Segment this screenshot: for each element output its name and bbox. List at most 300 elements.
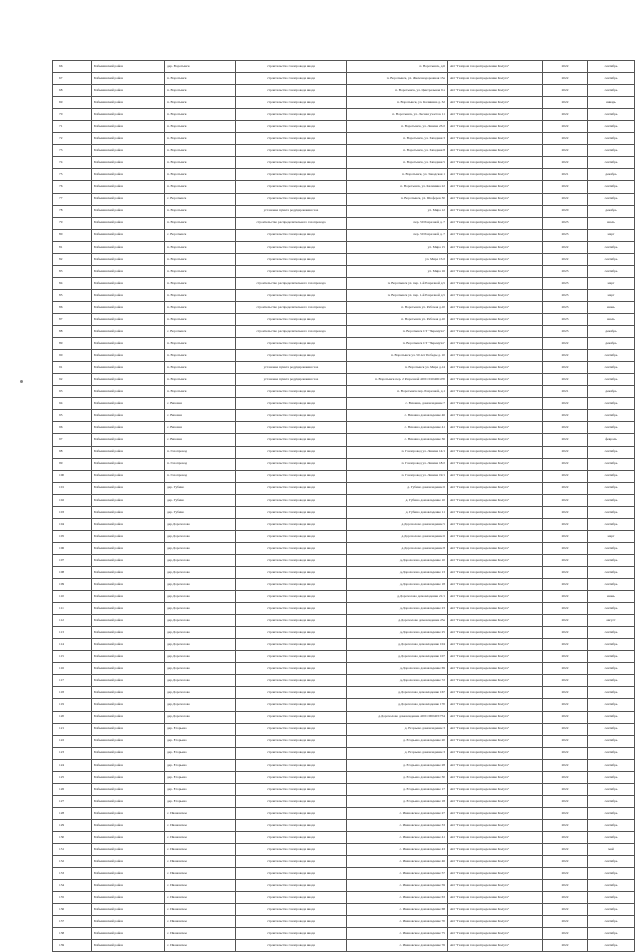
table-row xyxy=(53,422,635,434)
work-type-cell: строительство распределительного газопровода xyxy=(236,217,347,229)
work-type-cell: строительство газопровода ввода xyxy=(236,880,347,892)
row-number: 90 xyxy=(53,350,92,362)
month-cell: сентябрь xyxy=(588,627,635,639)
work-type-cell: установка пункта редуцирования газа xyxy=(236,362,347,374)
work-type-cell: строительство газопровода ввода xyxy=(236,807,347,819)
year-cell: 2022 xyxy=(543,145,588,157)
settlement-cell: с. Вязовна xyxy=(165,398,236,410)
month-cell: сентябрь xyxy=(588,711,635,723)
work-type-cell: строительство газопровода ввода xyxy=(236,121,347,133)
row-number: 91 xyxy=(53,362,92,374)
work-type-cell: строительство газопровода ввода xyxy=(236,410,347,422)
district-cell: Бабынинский район xyxy=(92,904,165,916)
year-cell: 2022 xyxy=(543,795,588,807)
settlement-cell: с. Ивановское xyxy=(165,892,236,904)
year-cell: 2022 xyxy=(543,832,588,844)
settlement-cell: дер. Егорьево xyxy=(165,783,236,795)
year-cell: 2023 xyxy=(543,313,588,325)
district-cell: Бабынинский район xyxy=(92,169,165,181)
table-row xyxy=(53,482,635,494)
row-number: 82 xyxy=(53,253,92,265)
table-row xyxy=(53,386,635,398)
row-number: 83 xyxy=(53,265,92,277)
district-cell: Бабынинский район xyxy=(92,711,165,723)
address-cell: д.Дорохолово домовладение 104 xyxy=(347,639,448,651)
work-type-cell: строительство газопровода ввода xyxy=(236,663,347,675)
year-cell: 2022 xyxy=(543,73,588,85)
work-type-cell: строительство газопровода ввода xyxy=(236,398,347,410)
work-type-cell: строительство газопровода ввода xyxy=(236,265,347,277)
row-number: 122 xyxy=(53,735,92,747)
row-number: 93 xyxy=(53,386,92,398)
district-cell: Бабынинский район xyxy=(92,362,165,374)
address-cell: с. Ивановское домовладение 27 xyxy=(347,807,448,819)
work-type-cell: строительство газопровода ввода xyxy=(236,554,347,566)
year-cell: 2022 xyxy=(543,434,588,446)
settlement-cell: п. Воротынск xyxy=(165,169,236,181)
table-row xyxy=(53,819,635,831)
address-cell: с. Ивановское домовладение 70 xyxy=(347,916,448,928)
table-row xyxy=(53,145,635,157)
settlement-cell: с. Вязовна xyxy=(165,410,236,422)
table-row xyxy=(53,97,635,109)
month-cell: сентябрь xyxy=(588,807,635,819)
settlement-cell: дер. Егорьево xyxy=(165,759,236,771)
organization-cell: АО "Газпром газораспределение Калуга" xyxy=(448,482,543,494)
year-cell: 2022 xyxy=(543,482,588,494)
table-row xyxy=(53,603,635,615)
settlement-cell: с. Вязовна xyxy=(165,422,236,434)
address-cell: с. Ивановское домовладение 33 xyxy=(347,819,448,831)
settlement-cell: п. Воротынск xyxy=(165,386,236,398)
table-row xyxy=(53,434,635,446)
month-cell: сентябрь xyxy=(588,350,635,362)
address-cell: ул. Мира 12 xyxy=(347,205,448,217)
district-cell: Бабынинский район xyxy=(92,338,165,350)
organization-cell: АО "Газпром газораспределение Калуга" xyxy=(448,819,543,831)
district-cell: Бабынинский район xyxy=(92,398,165,410)
table-row xyxy=(53,217,635,229)
year-cell: 2022 xyxy=(543,868,588,880)
month-cell: сентябрь xyxy=(588,675,635,687)
row-number: 103 xyxy=(53,506,92,518)
table-row xyxy=(53,904,635,916)
settlement-cell: с. Ивановское xyxy=(165,807,236,819)
settlement-cell: дер. Егорьево xyxy=(165,771,236,783)
work-type-cell: строительство газопровода ввода xyxy=(236,579,347,591)
table-row xyxy=(53,350,635,362)
settlement-cell: п. Воротынск xyxy=(165,338,236,350)
address-cell: д. Губино домовладение 10 xyxy=(347,494,448,506)
address-cell: п. Воротынск СТ "Черемуха" xyxy=(347,338,448,350)
year-cell: 2022 xyxy=(543,807,588,819)
work-type-cell: строительство газопровода ввода xyxy=(236,338,347,350)
district-cell: Бабынинский район xyxy=(92,844,165,856)
month-cell: сентябрь xyxy=(588,193,635,205)
district-cell: Бабынинский район xyxy=(92,880,165,892)
month-cell: декабрь xyxy=(588,338,635,350)
work-type-cell: строительство газопровода ввода xyxy=(236,687,347,699)
table-row xyxy=(53,542,635,554)
settlement-cell: п. Воротынск xyxy=(165,121,236,133)
district-cell: Бабынинский район xyxy=(92,109,165,121)
month-cell: сентябрь xyxy=(588,422,635,434)
table-row xyxy=(53,398,635,410)
settlement-cell: п. Воротынск xyxy=(165,253,236,265)
table-row xyxy=(53,723,635,735)
organization-cell: АО "Газпром газораспределение Калуга" xyxy=(448,566,543,578)
organization-cell: АО "Газпром газораспределение Калуга" xyxy=(448,181,543,193)
work-type-cell: строительство газопровода ввода xyxy=(236,253,347,265)
work-type-cell: строительство газопровода ввода xyxy=(236,350,347,362)
work-type-cell: строительство газопровода ввода xyxy=(236,313,347,325)
work-type-cell: строительство газопровода ввода xyxy=(236,868,347,880)
month-cell: сентябрь xyxy=(588,735,635,747)
district-cell: Бабынинский район xyxy=(92,675,165,687)
row-number: 129 xyxy=(53,819,92,831)
work-type-cell: строительство газопровода ввода xyxy=(236,289,347,301)
month-cell: сентябрь xyxy=(588,603,635,615)
address-cell: д. Егорьево домовладение 3 xyxy=(347,723,448,735)
district-cell: Бабынинский район xyxy=(92,326,165,338)
settlement-cell: с. Ивановское xyxy=(165,844,236,856)
settlement-cell: дер.Дорохолово xyxy=(165,663,236,675)
district-cell: Бабынинский район xyxy=(92,832,165,844)
address-cell: д.Дорохолово домовладение 69 xyxy=(347,663,448,675)
year-cell: 2022 xyxy=(543,157,588,169)
organization-cell: АО "Газпром газораспределение Калуга" xyxy=(448,615,543,627)
district-cell: Бабынинский район xyxy=(92,868,165,880)
address-cell: д.Дорохолово домовладение 40:01:000403:754 xyxy=(347,711,448,723)
settlement-cell: с. Ивановское xyxy=(165,856,236,868)
year-cell: 2022 xyxy=(543,615,588,627)
work-type-cell: строительство газопровода ввода xyxy=(236,844,347,856)
district-cell: Бабынинский район xyxy=(92,663,165,675)
district-cell: Бабынинский район xyxy=(92,422,165,434)
row-number: 130 xyxy=(53,832,92,844)
row-number: 68 xyxy=(53,85,92,97)
year-cell: 2023 xyxy=(543,289,588,301)
district-cell: Бабынинский район xyxy=(92,651,165,663)
work-type-cell: строительство газопровода ввода xyxy=(236,434,347,446)
table-row xyxy=(53,940,635,952)
table-row xyxy=(53,711,635,723)
row-number: 118 xyxy=(53,687,92,699)
year-cell: 2022 xyxy=(543,193,588,205)
work-type-cell: строительство газопровода ввода xyxy=(236,928,347,940)
organization-cell: АО "Газпром газораспределение Калуга" xyxy=(448,783,543,795)
work-type-cell: строительство газопровода ввода xyxy=(236,699,347,711)
district-cell: Бабынинский район xyxy=(92,157,165,169)
table-row xyxy=(53,699,635,711)
district-cell: Бабынинский район xyxy=(92,687,165,699)
table-row xyxy=(53,229,635,241)
row-number: 113 xyxy=(53,627,92,639)
row-number: 75 xyxy=(53,169,92,181)
table-row xyxy=(53,410,635,422)
organization-cell: АО "Газпром газораспределение Калуга" xyxy=(448,157,543,169)
district-cell: Бабынинский район xyxy=(92,530,165,542)
organization-cell: АО "Газпром газораспределение Калуга" xyxy=(448,494,543,506)
address-cell: п. Воротынск, ул. Заводская 1 xyxy=(347,169,448,181)
year-cell: 2022 xyxy=(543,181,588,193)
table-row xyxy=(53,494,635,506)
year-cell: 2022 xyxy=(543,253,588,265)
row-number: 74 xyxy=(53,157,92,169)
year-cell: 2022 xyxy=(543,663,588,675)
row-number: 107 xyxy=(53,554,92,566)
address-cell: с. Вязовна домовладение 46 xyxy=(347,410,448,422)
work-type-cell: строительство газопровода ввода xyxy=(236,506,347,518)
month-cell: декабрь xyxy=(588,205,635,217)
month-cell: сентябрь xyxy=(588,446,635,458)
address-cell: д.Дорохолово домовладение 13 xyxy=(347,566,448,578)
year-cell: 2022 xyxy=(543,518,588,530)
month-cell: март xyxy=(588,289,635,301)
table-row xyxy=(53,518,635,530)
work-type-cell: строительство газопровода ввода xyxy=(236,494,347,506)
month-cell: сентябрь xyxy=(588,85,635,97)
table-row xyxy=(53,807,635,819)
year-cell: 2022 xyxy=(543,747,588,759)
address-cell: д. Егорьево домовладение 3 xyxy=(347,747,448,759)
table-row xyxy=(53,928,635,940)
district-cell: Бабынинский район xyxy=(92,892,165,904)
district-cell: Бабынинский район xyxy=(92,928,165,940)
district-cell: Бабынинский район xyxy=(92,819,165,831)
address-cell: д.Дорохолово домовладение 23 xyxy=(347,603,448,615)
settlement-cell: п. Воротынск xyxy=(165,145,236,157)
organization-cell: АО "Газпром газораспределение Калуга" xyxy=(448,832,543,844)
district-cell: Бабынинский район xyxy=(92,482,165,494)
month-cell: сентябрь xyxy=(588,747,635,759)
organization-cell: АО "Газпром газораспределение Калуга" xyxy=(448,97,543,109)
work-type-cell: строительство газопровода ввода xyxy=(236,169,347,181)
month-cell: сентябрь xyxy=(588,362,635,374)
work-type-cell: строительство газопровода ввода xyxy=(236,73,347,85)
month-cell: сентябрь xyxy=(588,518,635,530)
month-cell: сентябрь xyxy=(588,651,635,663)
settlement-cell: п. Воротынск xyxy=(165,109,236,121)
organization-cell: АО "Газпром газораспределение Калуга" xyxy=(448,916,543,928)
month-cell: июнь xyxy=(588,301,635,313)
district-cell: Бабынинский район xyxy=(92,735,165,747)
table-row xyxy=(53,663,635,675)
settlement-cell: п. Воротынск xyxy=(165,241,236,253)
district-cell: Бабынинский район xyxy=(92,554,165,566)
month-cell: декабрь xyxy=(588,326,635,338)
row-number: 94 xyxy=(53,398,92,410)
work-type-cell: строительство газопровода ввода xyxy=(236,735,347,747)
organization-cell: АО "Газпром газораспределение Калуга" xyxy=(448,603,543,615)
month-cell: сентябрь xyxy=(588,699,635,711)
row-number: 106 xyxy=(53,542,92,554)
year-cell: 2022 xyxy=(543,350,588,362)
table-row xyxy=(53,759,635,771)
year-cell: 2023 xyxy=(543,229,588,241)
address-cell: ул. Мира 15/2 xyxy=(347,253,448,265)
work-type-cell: строительство газопровода ввода xyxy=(236,615,347,627)
work-type-cell: строительство газопровода ввода xyxy=(236,85,347,97)
organization-cell: АО "Газпром газораспределение Калуга" xyxy=(448,591,543,603)
row-number: 136 xyxy=(53,904,92,916)
month-cell: сентябрь xyxy=(588,494,635,506)
row-number: 123 xyxy=(53,747,92,759)
table-row xyxy=(53,326,635,338)
work-type-cell: строительство газопровода ввода xyxy=(236,892,347,904)
settlement-cell: дер.Дорохолово xyxy=(165,651,236,663)
row-number: 96 xyxy=(53,422,92,434)
month-cell: сентябрь xyxy=(588,687,635,699)
row-number: 99 xyxy=(53,458,92,470)
organization-cell: АО "Газпром газораспределение Калуга" xyxy=(448,241,543,253)
month-cell: сентябрь xyxy=(588,819,635,831)
organization-cell: АО "Газпром газораспределение Калуга" xyxy=(448,301,543,313)
table-row xyxy=(53,157,635,169)
district-cell: Бабынинский район xyxy=(92,205,165,217)
organization-cell: АО "Газпром газораспределение Калуга" xyxy=(448,554,543,566)
district-cell: Бабынинский район xyxy=(92,627,165,639)
table-row xyxy=(53,627,635,639)
table-row xyxy=(53,169,635,181)
year-cell: 2022 xyxy=(543,699,588,711)
month-cell: сентябрь xyxy=(588,868,635,880)
work-type-cell: строительство газопровода ввода xyxy=(236,783,347,795)
row-number: 87 xyxy=(53,313,92,325)
district-cell: Бабынинский район xyxy=(92,795,165,807)
month-cell: сентябрь xyxy=(588,73,635,85)
year-cell: 2023 xyxy=(543,301,588,313)
month-cell: июль xyxy=(588,313,635,325)
row-number: 119 xyxy=(53,699,92,711)
work-type-cell: строительство газопровода ввода xyxy=(236,145,347,157)
table-row xyxy=(53,289,635,301)
address-cell: д.Дорохолово домовладение 6 xyxy=(347,530,448,542)
settlement-cell: с. Воротынск xyxy=(165,193,236,205)
organization-cell: АО "Газпром газораспределение Калуга" xyxy=(448,928,543,940)
settlement-cell: дер.Дорохолово xyxy=(165,566,236,578)
district-cell: Бабынинский район xyxy=(92,916,165,928)
month-cell: сентябрь xyxy=(588,904,635,916)
row-number: 73 xyxy=(53,145,92,157)
year-cell: 2023 xyxy=(543,326,588,338)
year-cell: 2022 xyxy=(543,422,588,434)
organization-cell: АО "Газпром газораспределение Калуга" xyxy=(448,723,543,735)
organization-cell: АО "Газпром газораспределение Калуга" xyxy=(448,85,543,97)
district-cell: Бабынинский район xyxy=(92,603,165,615)
month-cell: июль xyxy=(588,217,635,229)
year-cell: 2022 xyxy=(543,723,588,735)
settlement-cell: п. Воротынск xyxy=(165,277,236,289)
work-type-cell: строительство газопровода ввода xyxy=(236,832,347,844)
row-number: 126 xyxy=(53,783,92,795)
organization-cell: АО "Газпром газораспределение Калуга" xyxy=(448,313,543,325)
row-number: 78 xyxy=(53,205,92,217)
month-cell: июнь xyxy=(588,591,635,603)
year-cell: 2022 xyxy=(543,844,588,856)
work-type-cell: строительство газопровода ввода xyxy=(236,940,347,952)
month-cell: сентябрь xyxy=(588,723,635,735)
organization-cell: АО "Газпром газораспределение Калуга" xyxy=(448,458,543,470)
work-type-cell: строительство распределительного газопровода xyxy=(236,277,347,289)
work-type-cell: строительство газопровода ввода xyxy=(236,723,347,735)
table-row xyxy=(53,916,635,928)
year-cell: 2022 xyxy=(543,904,588,916)
month-cell: сентябрь xyxy=(588,940,635,952)
table-row xyxy=(53,73,635,85)
address-cell: п. Воротынск, ул. Западная 3 xyxy=(347,133,448,145)
row-number: 128 xyxy=(53,807,92,819)
month-cell: сентябрь xyxy=(588,639,635,651)
address-cell: п. Воротынск ул. Рабочая д.10 xyxy=(347,313,448,325)
district-cell: Бабынинский район xyxy=(92,639,165,651)
row-number: 117 xyxy=(53,675,92,687)
table-row xyxy=(53,566,635,578)
table-row xyxy=(53,121,635,133)
address-cell: п. Воротынск, ул. Ленина 23/2 xyxy=(347,121,448,133)
organization-cell: АО "Газпром газораспределение Калуга" xyxy=(448,121,543,133)
row-number: 77 xyxy=(53,193,92,205)
month-cell: май xyxy=(588,844,635,856)
address-cell: д.Дорохолово домовладение 18 xyxy=(347,579,448,591)
work-type-cell: строительство газопровода ввода xyxy=(236,711,347,723)
month-cell: сентябрь xyxy=(588,542,635,554)
year-cell: 2022 xyxy=(543,241,588,253)
district-cell: Бабынинский район xyxy=(92,73,165,85)
address-cell: д.Дорохолово домовладение 8 xyxy=(347,542,448,554)
organization-cell: АО "Газпром газораспределение Калуга" xyxy=(448,771,543,783)
address-cell: с. Ивановское домовладение 41 xyxy=(347,832,448,844)
row-number: 138 xyxy=(53,928,92,940)
work-type-cell: строительство газопровода ввода xyxy=(236,639,347,651)
organization-cell: АО "Газпром газораспределение Калуга" xyxy=(448,217,543,229)
work-type-cell: строительство распределительного газопровода xyxy=(236,326,347,338)
district-cell: Бабынинский район xyxy=(92,759,165,771)
table-row xyxy=(53,795,635,807)
row-number: 84 xyxy=(53,277,92,289)
year-cell: 2022 xyxy=(543,651,588,663)
row-number: 102 xyxy=(53,494,92,506)
month-cell: сентябрь xyxy=(588,916,635,928)
row-number: 97 xyxy=(53,434,92,446)
row-number: 85 xyxy=(53,289,92,301)
settlement-cell: п. Воротынск xyxy=(165,289,236,301)
organization-cell: АО "Газпром газораспределение Калуга" xyxy=(448,326,543,338)
year-cell: 2023 xyxy=(543,217,588,229)
year-cell: 2022 xyxy=(543,362,588,374)
row-number: 131 xyxy=(53,844,92,856)
work-type-cell: строительство газопровода ввода xyxy=(236,771,347,783)
organization-cell: АО "Газпром газораспределение Калуга" xyxy=(448,410,543,422)
table-row xyxy=(53,241,635,253)
settlement-cell: дер.Дорохолово xyxy=(165,603,236,615)
year-cell: 2022 xyxy=(543,675,588,687)
month-cell: сентябрь xyxy=(588,61,635,73)
table-row xyxy=(53,651,635,663)
work-type-cell: строительство газопровода ввода xyxy=(236,603,347,615)
table-row xyxy=(53,530,635,542)
year-cell: 2022 xyxy=(543,603,588,615)
month-cell: сентябрь xyxy=(588,795,635,807)
year-cell: 2022 xyxy=(543,470,588,482)
address-cell: д.Дорохолово домовладение 10 xyxy=(347,554,448,566)
organization-cell: АО "Газпром газораспределение Калуга" xyxy=(448,627,543,639)
district-cell: Бабынинский район xyxy=(92,181,165,193)
row-number: 89 xyxy=(53,338,92,350)
row-number: 114 xyxy=(53,639,92,651)
work-type-cell: строительство газопровода ввода xyxy=(236,470,347,482)
year-cell: 2023 xyxy=(543,277,588,289)
